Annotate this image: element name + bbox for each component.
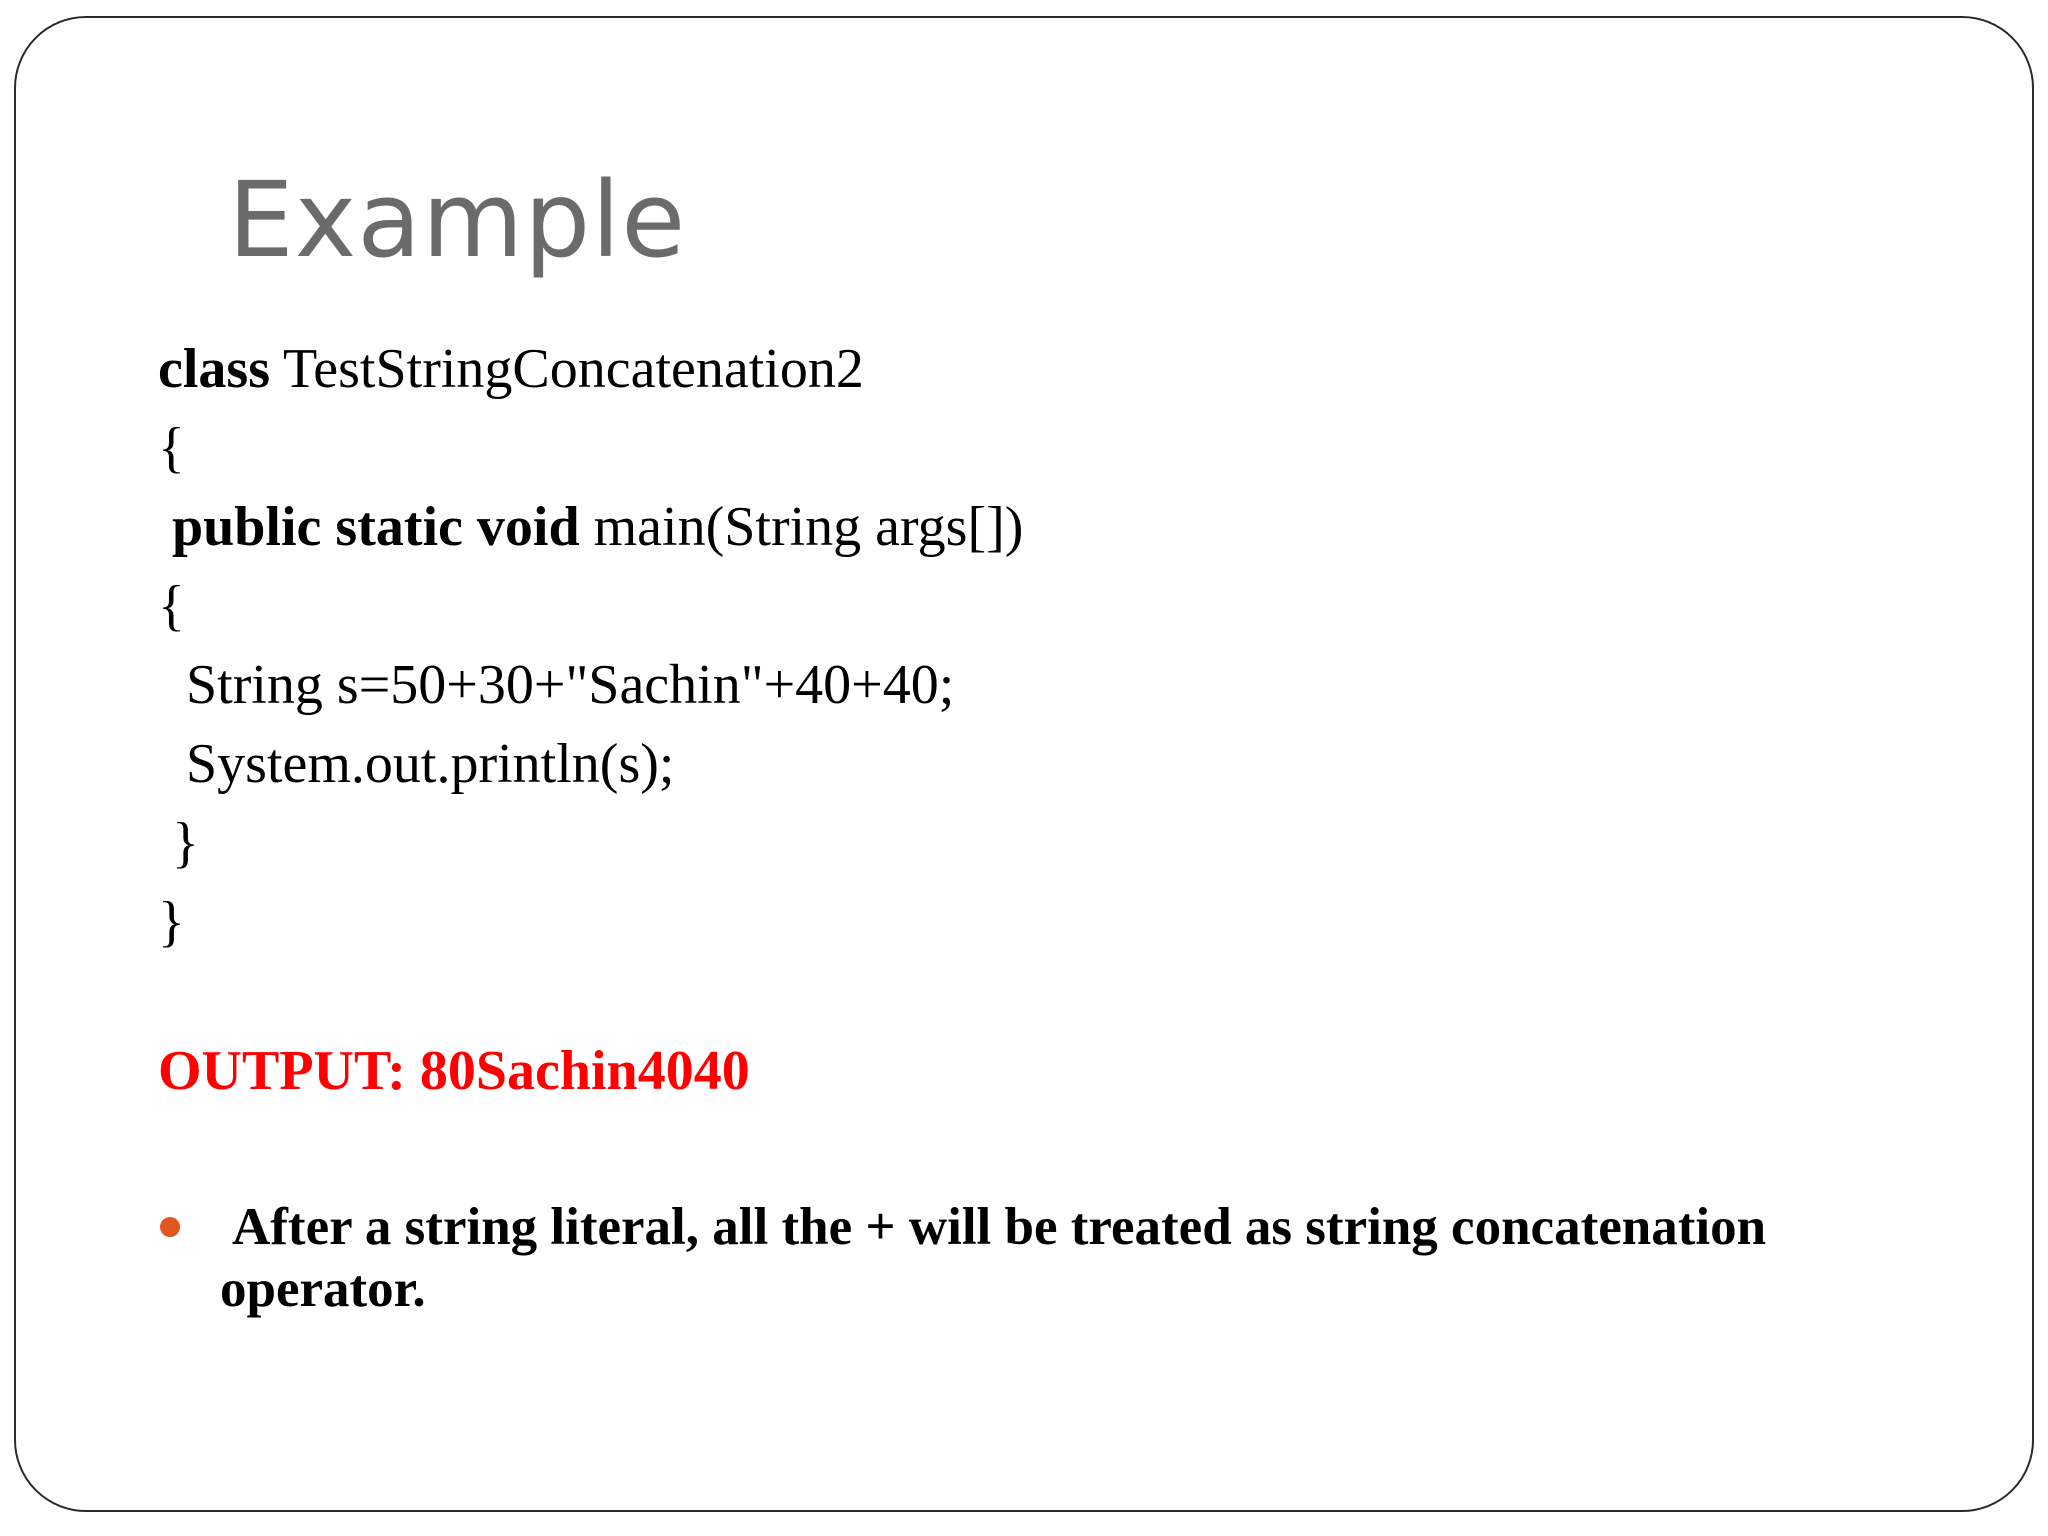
bullet-dot-icon xyxy=(160,1217,180,1237)
code-line-4: { xyxy=(158,575,185,637)
code-line-5: String s=50+30+"Sachin"+40+40; xyxy=(158,654,955,716)
code-line-6: System.out.println(s); xyxy=(158,733,675,795)
code-keyword: class xyxy=(158,338,270,400)
code-line-8: } xyxy=(158,891,185,953)
code-line-3 xyxy=(158,488,1023,567)
code-line-2: { xyxy=(158,417,185,479)
output-text: OUTPUT: 80Sachin4040 xyxy=(158,1040,750,1102)
bullet-item xyxy=(158,1196,1958,1320)
code-text: main(String args[]) xyxy=(579,496,1024,558)
code-text: TestStringConcatenation2 xyxy=(270,338,864,400)
code-keyword: public static void xyxy=(158,496,580,558)
slide-title: Example xyxy=(228,159,687,281)
code-line-7: } xyxy=(158,812,199,874)
code-block xyxy=(158,330,1023,962)
code-line-1 xyxy=(158,330,1023,409)
bullet-text: After a string literal, all the + will be treated as string concatenation operator. xyxy=(220,1198,1767,1318)
